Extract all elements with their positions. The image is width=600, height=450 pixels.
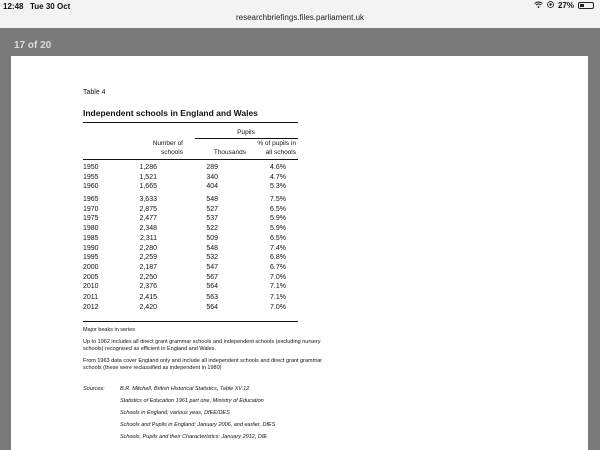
cell-thousands: 564	[206, 303, 218, 311]
cell-schools: 2,875	[139, 205, 157, 213]
source-item: Statistics of Education 1961 part one, Ministry of Education	[120, 398, 264, 404]
cell-year: 1975	[83, 215, 99, 223]
cell-pct: 5.9%	[270, 215, 286, 223]
header-schools-2: schools	[160, 149, 183, 156]
table-row	[83, 215, 298, 224]
table-row	[83, 274, 298, 283]
cell-thousands: 289	[206, 164, 218, 171]
table-bottom-rule	[83, 321, 298, 322]
cell-pct: 5.3%	[270, 183, 286, 191]
cell-pct: 4.7%	[270, 173, 286, 181]
source-item: Schools and Pupils in England: January 2006, and earlier, DfES	[120, 422, 276, 428]
source-item: Schools in England, various yeas, DfEE/DES	[120, 410, 230, 416]
cell-year: 1955	[83, 173, 99, 181]
note-pre-1962: Up to 1962 includes all direct grant grammar schools and independent schools (excluding nursery schools) recognised as efficient in England and Wales.	[83, 339, 321, 352]
table-row	[83, 294, 298, 303]
source-item: Schools, Pupils and their Characteristics: January 2012, DfE	[120, 434, 268, 440]
cell-schools: 2,348	[139, 225, 157, 233]
table-row	[83, 206, 298, 215]
note-breaks: Major beaks in series	[83, 327, 135, 333]
cell-schools: 1,521	[139, 173, 157, 181]
cell-thousands: 567	[206, 273, 218, 281]
cell-thousands: 509	[206, 234, 218, 242]
cell-schools: 3,633	[139, 196, 157, 203]
battery-icon	[578, 2, 594, 9]
cell-year: 1985	[83, 234, 99, 242]
cell-pct: 6.7%	[270, 263, 286, 271]
cell-thousands: 404	[206, 183, 218, 191]
cell-thousands: 548	[206, 196, 218, 203]
pdf-page	[11, 56, 588, 450]
table-row	[83, 283, 298, 292]
cell-schools: 2,420	[139, 303, 157, 311]
header-pct-1: % of pupils in	[257, 140, 296, 147]
cell-pct: 7.1%	[270, 294, 286, 301]
cell-schools: 2,187	[139, 263, 157, 271]
cell-thousands: 563	[206, 294, 218, 301]
location-icon	[547, 1, 554, 10]
table-row	[83, 196, 298, 205]
cell-year: 1980	[83, 225, 99, 233]
table-top-rule	[83, 122, 298, 123]
pupils-rule	[195, 138, 298, 139]
cell-thousands: 548	[206, 244, 218, 252]
cell-thousands: 340	[206, 173, 218, 181]
cell-thousands: 522	[206, 225, 218, 233]
status-time: 12:48	[3, 2, 24, 11]
cell-year: 1970	[83, 205, 99, 213]
cell-year: 2000	[83, 263, 99, 271]
cell-pct: 7.0%	[270, 273, 286, 281]
battery-percent: 27%	[557, 1, 574, 10]
cell-year: 1990	[83, 244, 99, 252]
cell-schools: 2,259	[139, 254, 157, 262]
header-pct-2: all schools	[265, 149, 296, 156]
cell-schools: 1,665	[139, 183, 157, 191]
header-bottom-rule	[83, 159, 298, 160]
cell-schools: 2,250	[139, 273, 157, 281]
table-row	[83, 254, 298, 263]
cell-year: 1950	[83, 164, 99, 171]
status-bar	[0, 0, 600, 13]
source-item: B.R. Mitchell, British Historical Statistics, Table XV.12	[120, 386, 250, 392]
cell-thousands: 537	[206, 215, 218, 223]
cell-pct: 7.0%	[270, 303, 286, 311]
header-thousands: Thousands	[213, 149, 246, 156]
page-counter: 17 of 20	[14, 40, 52, 51]
wifi-icon	[534, 1, 543, 10]
cell-thousands: 564	[206, 283, 218, 291]
cell-year: 1995	[83, 254, 99, 262]
cell-thousands: 527	[206, 205, 218, 213]
cell-pct: 7.4%	[270, 244, 286, 252]
status-date: Tue 30 Oct	[30, 2, 71, 11]
cell-year: 2005	[83, 273, 99, 281]
cell-thousands: 532	[206, 254, 218, 262]
table-row	[83, 183, 298, 192]
cell-schools: 2,280	[139, 244, 157, 252]
cell-year: 2011	[83, 294, 99, 301]
cell-pct: 6.5%	[270, 234, 286, 242]
table-row	[83, 235, 298, 244]
cell-pct: 6.8%	[270, 254, 286, 262]
table-title: Independent schools in England and Wales	[83, 108, 258, 118]
table-row	[83, 264, 298, 273]
url-bar[interactable]: researchbriefings.files.parliament.uk	[235, 13, 365, 22]
note-from-1963: From 1963 data cover England only and include all independent schools and direct grant grammar schools (these were reclassified as independent in 1980)	[83, 358, 323, 371]
table-label: Table 4	[83, 89, 106, 96]
cell-year: 1965	[83, 196, 99, 203]
table-row	[83, 304, 298, 313]
header-pupils: Pupils	[237, 129, 255, 136]
cell-schools: 2,477	[139, 215, 157, 223]
cell-pct: 7.1%	[270, 283, 286, 291]
cell-schools: 2,376	[139, 283, 157, 291]
status-indicators	[534, 1, 594, 10]
cell-pct: 7.5%	[270, 196, 286, 203]
table-row	[83, 174, 298, 183]
sources-label: Sources:	[83, 386, 105, 392]
table-row	[83, 225, 298, 234]
cell-schools: 1,286	[139, 164, 157, 171]
cell-schools: 2,311	[140, 234, 157, 242]
cell-thousands: 547	[206, 263, 218, 271]
cell-year: 1960	[83, 183, 99, 191]
cell-pct: 5.9%	[270, 225, 286, 233]
cell-schools: 2,415	[139, 294, 157, 301]
table-row	[83, 245, 298, 254]
cell-year: 2010	[83, 283, 99, 291]
cell-year: 2012	[83, 303, 99, 311]
header-schools-1: Number of	[152, 140, 183, 147]
cell-pct: 6.5%	[270, 205, 286, 213]
table-row	[83, 164, 298, 173]
cell-pct: 4.6%	[270, 164, 286, 171]
